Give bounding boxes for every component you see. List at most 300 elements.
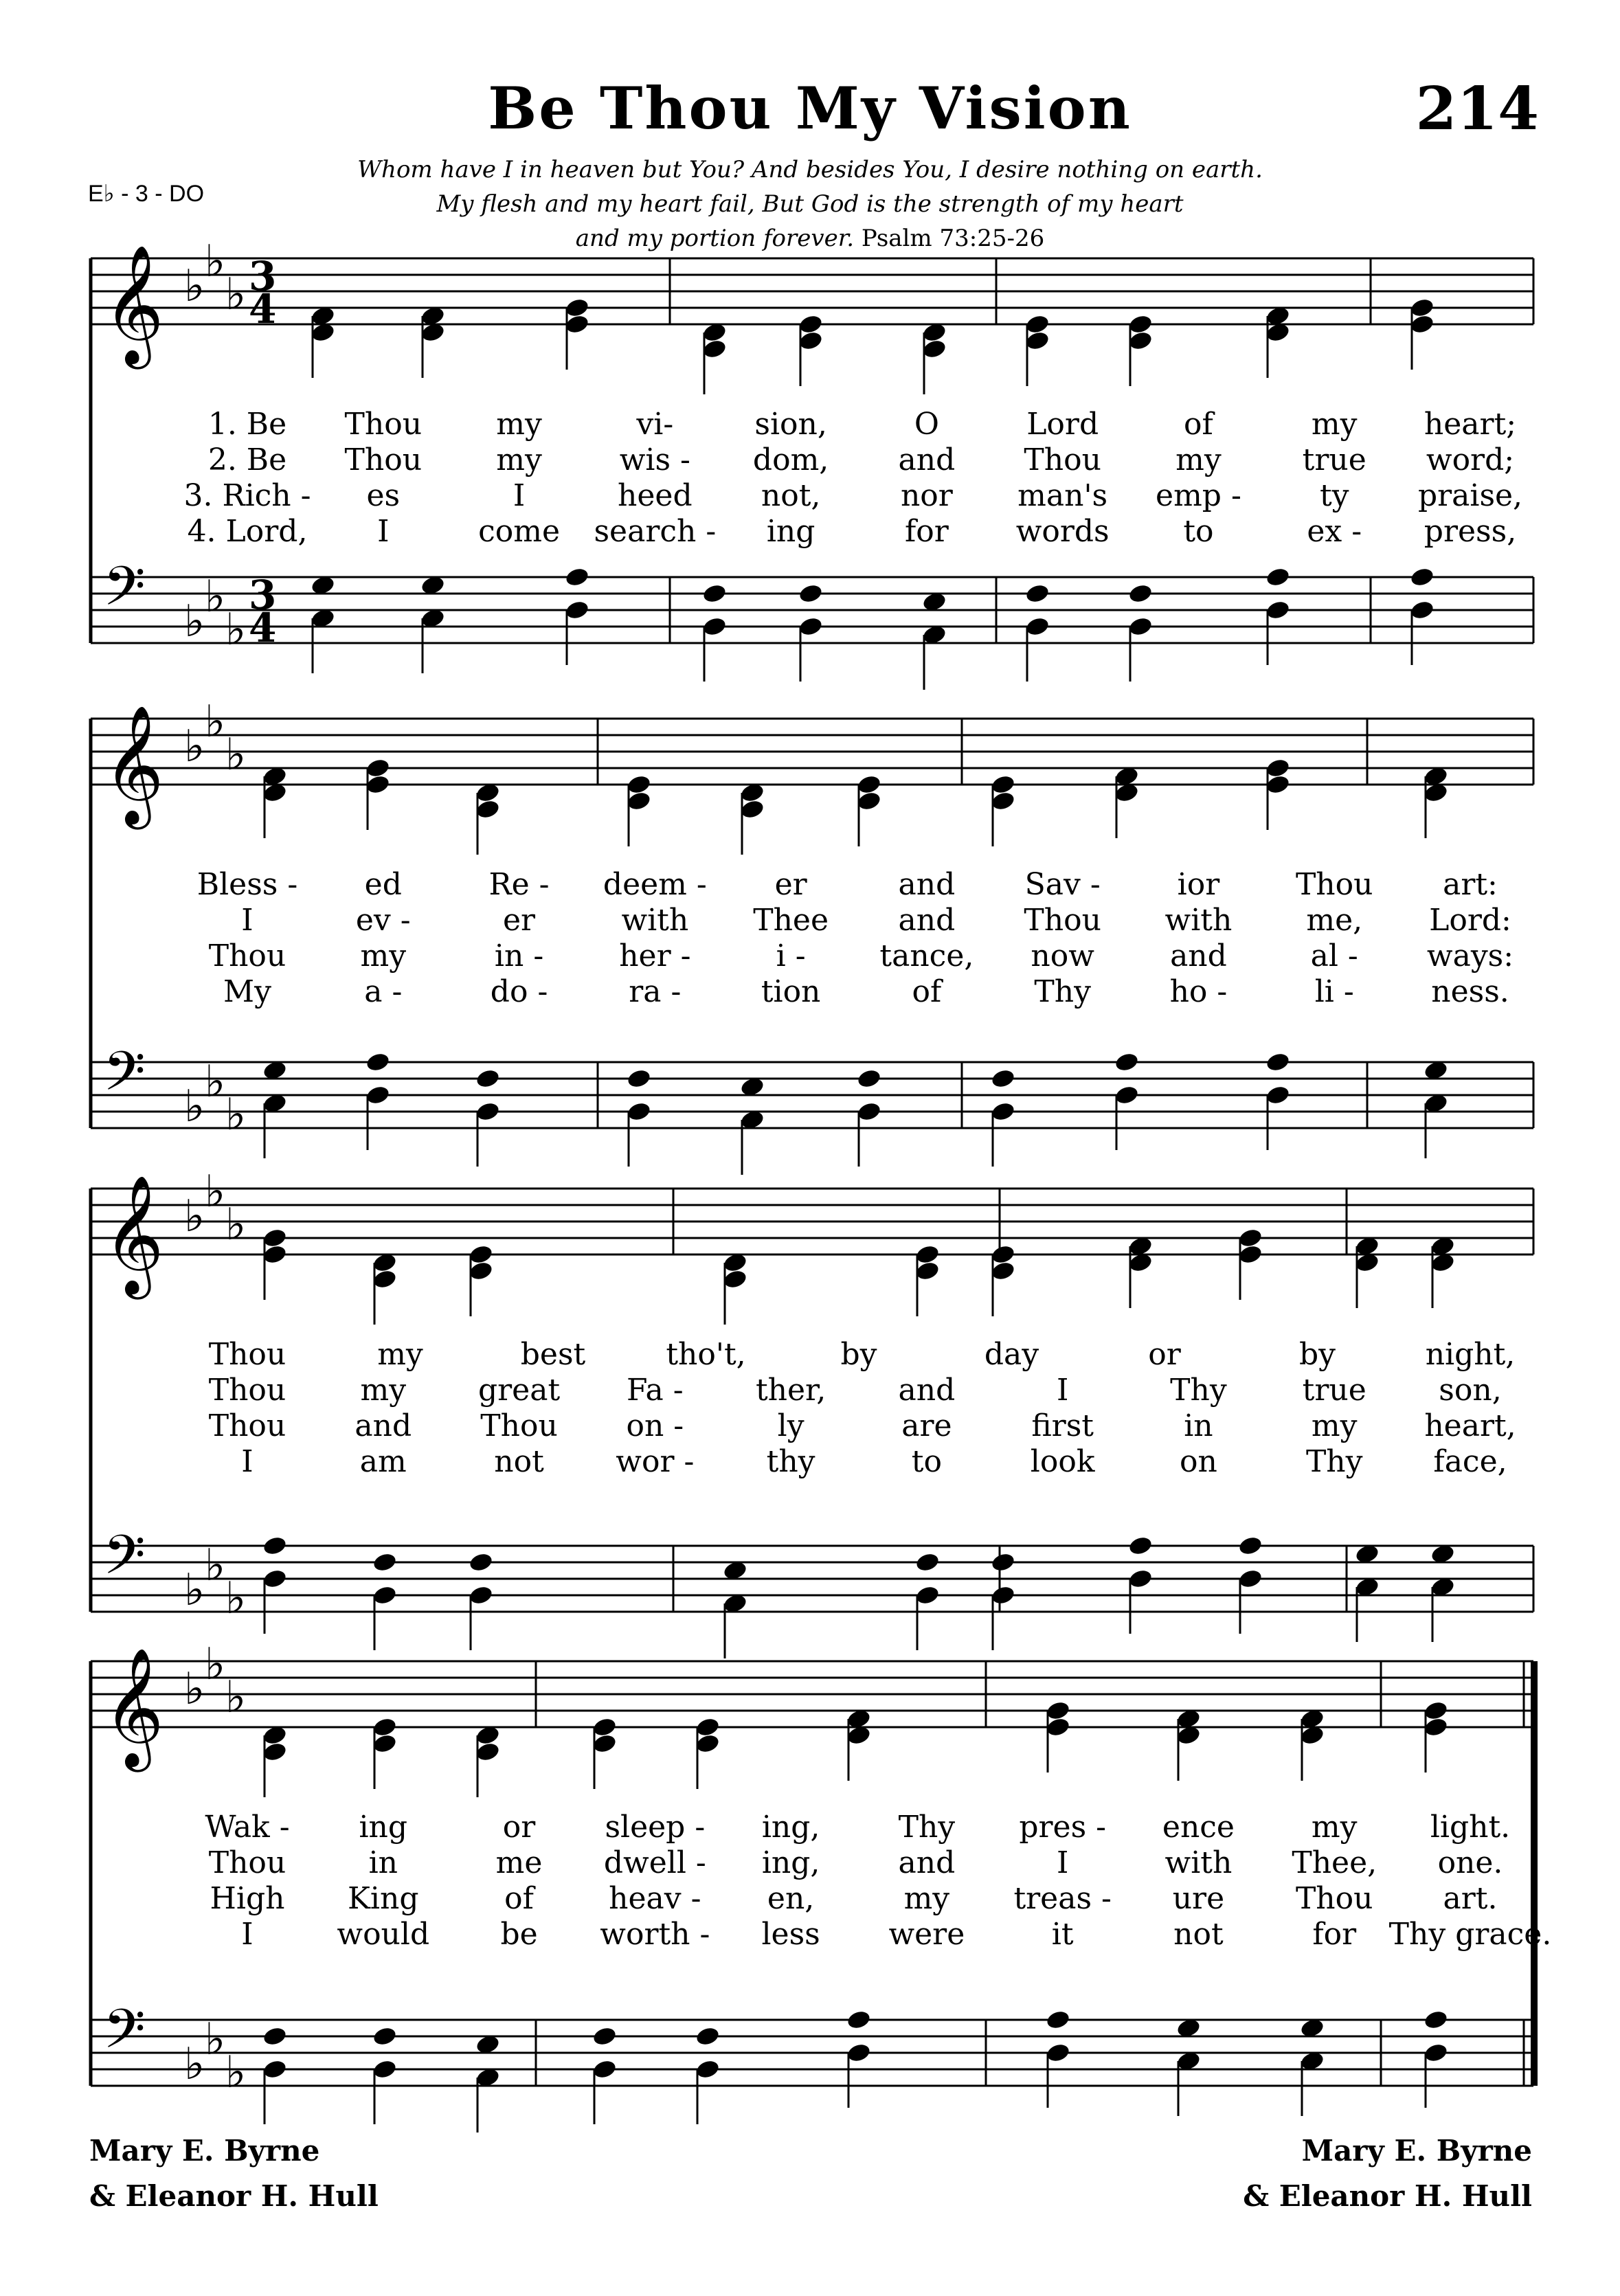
lyric-syllable: I	[1056, 1845, 1069, 1880]
note-head	[365, 774, 391, 796]
lyric-syllable: O	[914, 407, 939, 442]
note-head	[914, 1260, 941, 1282]
lyric-syllable: dom,	[752, 442, 829, 477]
note-head	[262, 1535, 288, 1557]
lyric-syllable: on	[1180, 1444, 1217, 1479]
lyric-syllable: word;	[1426, 442, 1515, 477]
key-flat-sign: ♭	[225, 2047, 247, 2098]
note-head	[1237, 1243, 1263, 1265]
key-flat-sign: ♭	[225, 1200, 247, 1250]
lyric-syllable: treas -	[1013, 1881, 1112, 1916]
bass-clef: 𝄢	[103, 554, 146, 631]
lyric-syllable: i -	[776, 938, 806, 973]
lyric-syllable: sion,	[754, 407, 827, 442]
lyric-syllable: be	[500, 1917, 538, 1952]
lyric-syllable: and	[1170, 938, 1227, 973]
lyric-syllable: er	[503, 903, 536, 938]
note-head	[1409, 297, 1435, 319]
note-head	[372, 1551, 398, 1573]
key-flat-sign: ♭	[205, 697, 226, 747]
lyric-syllable: wor -	[616, 1444, 695, 1479]
note-head	[564, 313, 590, 335]
key-flat-sign: ♭	[184, 1081, 205, 1132]
note-head	[468, 1243, 494, 1265]
lyric-syllable: my	[377, 1337, 423, 1372]
lyric-syllable: ev -	[355, 903, 411, 938]
hymn-title: Be Thou My Vision	[488, 74, 1132, 142]
lyric-syllable: en,	[767, 1881, 815, 1916]
note-head	[1127, 1568, 1154, 1590]
note-head	[626, 790, 652, 812]
note-head	[372, 1716, 398, 1738]
lyric-syllable: Lord	[1026, 407, 1099, 442]
note-head	[1265, 757, 1291, 779]
note-head	[695, 2025, 721, 2047]
lyric-syllable: High	[210, 1881, 285, 1916]
note-head	[1423, 1716, 1449, 1738]
treble-clef: 𝄞	[103, 705, 164, 824]
lyric-syllable: and	[898, 867, 956, 902]
note-head	[626, 1101, 652, 1123]
lyric-syllable: ing	[766, 514, 815, 549]
lyric-syllable: tion	[761, 974, 821, 1009]
note-head	[1127, 1535, 1154, 1557]
note-head	[798, 616, 824, 638]
lyric-syllable: King	[348, 1881, 419, 1916]
note-head	[372, 2025, 398, 2047]
note-head	[722, 1268, 748, 1290]
time-signature-bottom: 4	[249, 605, 277, 651]
key-flat-sign: ♭	[184, 1664, 205, 1715]
lyric-syllable: ed	[364, 867, 402, 902]
lyric-syllable: I	[377, 514, 390, 549]
note-head	[701, 616, 728, 638]
lyric-syllable: al -	[1310, 938, 1358, 973]
lyric-syllable: light.	[1430, 1810, 1511, 1845]
lyric-syllable: tance,	[879, 938, 974, 973]
lyric-syllable: best	[520, 1337, 586, 1372]
lyric-syllable: emp -	[1156, 478, 1241, 513]
lyric-syllable: ex -	[1307, 514, 1362, 549]
note-head	[365, 1084, 391, 1106]
lyric-syllable: my	[1311, 1408, 1358, 1443]
lyric-syllable: Thee,	[1292, 1845, 1377, 1880]
note-head	[1127, 313, 1154, 335]
lyric-syllable: come	[478, 514, 561, 549]
lyric-syllable: Thou	[208, 1845, 286, 1880]
key-flat-sign: ♭	[225, 1090, 247, 1140]
lyric-syllable: Thy	[898, 1810, 956, 1845]
key-flat-sign: ♭	[184, 1191, 205, 1242]
note-head	[739, 798, 765, 820]
bass-clef: 𝄢	[103, 1997, 146, 2074]
key-flat-sign: ♭	[205, 2014, 226, 2065]
note-head	[914, 1551, 941, 1573]
lyric-syllable: Thou	[208, 1373, 286, 1408]
lyric-syllable: my	[903, 1881, 950, 1916]
lyric-syllable: Thy	[1305, 1444, 1363, 1479]
note-head	[856, 774, 882, 796]
lyric-syllable: her -	[619, 938, 691, 973]
lyric-syllable: Thou	[344, 407, 423, 442]
key-flat-sign: ♭	[205, 572, 226, 622]
lyric-syllable: 3. Rich -	[183, 478, 311, 513]
time-signature-top: 3	[249, 253, 277, 300]
lyric-syllable: ior	[1177, 867, 1220, 902]
lyric-syllable: search -	[594, 514, 717, 549]
note-head	[1237, 1227, 1263, 1249]
lyric-syllable: es	[366, 478, 401, 513]
lyric-syllable: were	[888, 1917, 965, 1952]
note-head	[1127, 583, 1154, 605]
key-flat-sign: ♭	[225, 1672, 247, 1723]
lyric-syllable: ing	[359, 1810, 408, 1845]
lyric-syllable: and	[898, 903, 956, 938]
lyric-syllable: am	[359, 1444, 407, 1479]
lyric-syllable: Thou	[480, 1408, 558, 1443]
note-head	[262, 2058, 288, 2080]
lyric-syllable: not	[1173, 1917, 1224, 1952]
credit-left-line-2: & Eleanor H. Hull	[89, 2179, 379, 2213]
composer-credit-right	[1243, 2128, 1532, 2219]
lyric-syllable: Sav -	[1024, 867, 1101, 902]
key-flat-sign: ♭	[205, 1639, 226, 1690]
lyric-syllable: and	[898, 442, 956, 477]
lyric-syllable: in	[368, 1845, 398, 1880]
note-head	[372, 2058, 398, 2080]
note-head	[1265, 1051, 1291, 1073]
lyric-syllable: a -	[364, 974, 403, 1009]
lyric-syllable: man's	[1017, 478, 1108, 513]
lyric-syllable: by	[1298, 1337, 1336, 1372]
author-credit-left	[89, 2128, 379, 2219]
lyric-syllable: not	[494, 1444, 544, 1479]
key-flat-sign: ♭	[205, 1540, 226, 1591]
lyric-syllable: my	[496, 442, 542, 477]
lyric-syllable: for	[1312, 1917, 1357, 1952]
lyric-syllable: in -	[494, 938, 544, 973]
lyric-syllable: my	[360, 1373, 407, 1408]
note-head	[1045, 2009, 1071, 2031]
note-head	[990, 1551, 1016, 1573]
note-head	[1045, 2042, 1071, 2064]
note-head	[564, 297, 590, 319]
lyric-syllable: worth -	[600, 1917, 710, 1952]
lyric-syllable: it	[1051, 1917, 1074, 1952]
note-head	[372, 1733, 398, 1755]
lyric-syllable: My	[223, 974, 271, 1009]
note-head	[1265, 774, 1291, 796]
note-head	[1045, 1716, 1071, 1738]
lyric-syllable: Thou	[208, 1337, 286, 1372]
lyric-syllable: I	[1056, 1373, 1069, 1408]
hymn-number: 214	[1415, 74, 1539, 144]
note-head	[592, 1716, 618, 1738]
lyric-syllable: ness.	[1431, 974, 1509, 1009]
key-flat-sign: ♭	[184, 261, 205, 312]
note-head	[1045, 1700, 1071, 1722]
note-head	[468, 1551, 494, 1573]
note-head	[626, 774, 652, 796]
lyric-syllable: 4. Lord,	[187, 514, 308, 549]
lyric-syllable: true	[1302, 1373, 1366, 1408]
note-head	[1265, 1084, 1291, 1106]
lyric-syllable: ways:	[1426, 938, 1514, 973]
note-head	[914, 1243, 941, 1265]
note-head	[1127, 616, 1154, 638]
lyric-syllable: Thou	[208, 938, 286, 973]
note-head	[365, 757, 391, 779]
lyric-syllable: heed	[618, 478, 693, 513]
lyric-syllable: Bless -	[196, 867, 298, 902]
time-signature-top: 3	[249, 572, 277, 618]
lyric-syllable: Thou	[344, 442, 423, 477]
note-head	[1423, 2009, 1449, 2031]
lyric-syllable: er	[774, 867, 807, 902]
lyric-syllable: would	[337, 1917, 430, 1952]
note-head	[262, 1568, 288, 1590]
lyric-syllable: and	[355, 1408, 412, 1443]
note-head	[1237, 1535, 1263, 1557]
note-head	[592, 1733, 618, 1755]
lyric-syllable: tho't,	[666, 1337, 746, 1372]
lyric-syllable: my	[1175, 442, 1222, 477]
lyric-syllable: not,	[761, 478, 821, 513]
lyric-syllable: pres -	[1019, 1810, 1107, 1845]
lyric-syllable: on -	[626, 1408, 684, 1443]
note-head	[372, 1268, 398, 1290]
note-head	[592, 2058, 618, 2080]
note-head	[475, 1741, 501, 1763]
note-head	[468, 1260, 494, 1282]
lyric-syllable: ho -	[1169, 974, 1228, 1009]
lyric-syllable: my	[1311, 1810, 1358, 1845]
lyric-syllable: Re -	[488, 867, 550, 902]
lyric-syllable: great	[477, 1373, 561, 1408]
lyric-syllable: sleep -	[605, 1810, 706, 1845]
epigraph-line-2: My flesh and my heart fail, But God is the strength of my heart	[436, 190, 1184, 218]
epigraph-line-3-text: and my portion forever.	[575, 225, 855, 252]
key-flat-sign: ♭	[184, 2039, 205, 2090]
note-head	[990, 1068, 1016, 1090]
note-head	[856, 1068, 882, 1090]
lyric-syllable: words	[1015, 514, 1110, 549]
epigraph-line-1: Whom have I in heaven but You? And besides You, I desire nothing on earth.	[357, 156, 1263, 183]
lyric-syllable: day	[984, 1337, 1039, 1372]
lyric-syllable: 1. Be	[207, 407, 287, 442]
note-head	[990, 1243, 1016, 1265]
lyric-syllable: and	[898, 1845, 956, 1880]
lyric-syllable: heart,	[1424, 1408, 1516, 1443]
note-head	[990, 790, 1016, 812]
note-head	[1409, 599, 1435, 621]
lyric-syllable: thy	[766, 1444, 815, 1479]
lyric-syllable: or	[1148, 1337, 1181, 1372]
note-head	[1237, 1568, 1263, 1590]
lyric-syllable: now	[1031, 938, 1094, 973]
lyric-syllable: ing,	[761, 1845, 820, 1880]
key-flat-sign: ♭	[184, 1565, 205, 1616]
lyric-syllable: or	[502, 1810, 536, 1845]
lyric-syllable: ing,	[761, 1810, 820, 1845]
lyric-syllable: son,	[1439, 1373, 1502, 1408]
note-head	[701, 338, 728, 360]
note-head	[695, 1716, 721, 1738]
key-flat-sign: ♭	[225, 730, 247, 780]
lyric-syllable: Thy	[1034, 974, 1091, 1009]
lyric-syllable: my	[496, 407, 542, 442]
note-head	[695, 2058, 721, 2080]
lyric-syllable: deem -	[603, 867, 707, 902]
lyric-syllable: true	[1302, 442, 1366, 477]
lyric-syllable: night,	[1425, 1337, 1516, 1372]
lyric-syllable: me	[495, 1845, 543, 1880]
lyric-syllable: ra -	[629, 974, 682, 1009]
note-head	[262, 2025, 288, 2047]
note-head	[626, 1068, 652, 1090]
note-head	[1409, 313, 1435, 335]
lyric-syllable: first	[1031, 1408, 1094, 1443]
note-head	[1409, 566, 1435, 588]
lyric-syllable: Thou	[1295, 1881, 1373, 1916]
lyric-syllable: I	[241, 1444, 254, 1479]
lyric-syllable: Thy grace.	[1388, 1917, 1552, 1952]
note-head	[856, 1101, 882, 1123]
lyric-syllable: for	[904, 514, 949, 549]
note-head	[564, 566, 590, 588]
note-head	[262, 1741, 288, 1763]
lyric-syllable: Thy	[1170, 1373, 1227, 1408]
note-head	[372, 1584, 398, 1606]
key-flat-sign: ♭	[225, 269, 247, 320]
note-head	[475, 1068, 501, 1090]
lyric-syllable: art.	[1443, 1881, 1498, 1916]
note-head	[468, 1584, 494, 1606]
note-head	[1423, 2042, 1449, 2064]
note-head	[1024, 330, 1050, 352]
note-head	[475, 1101, 501, 1123]
note-head	[990, 1101, 1016, 1123]
lyric-syllable: and	[898, 1373, 956, 1408]
key-flat-sign: ♭	[184, 596, 205, 647]
lyric-syllable: nor	[900, 478, 953, 513]
lyric-syllable: in	[1184, 1408, 1213, 1443]
lyric-syllable: ty	[1319, 478, 1349, 513]
lyric-syllable: with	[621, 903, 689, 938]
lyric-syllable: of	[1184, 407, 1213, 442]
lyric-syllable: dwell -	[603, 1845, 706, 1880]
note-head	[701, 583, 728, 605]
treble-clef: 𝄞	[103, 1647, 164, 1767]
lyric-syllable: heav -	[609, 1881, 701, 1916]
note-head	[1265, 599, 1291, 621]
note-head	[990, 774, 1016, 796]
lyric-syllable: Thou	[1295, 867, 1373, 902]
treble-clef: 𝄞	[103, 1175, 164, 1294]
note-head	[564, 599, 590, 621]
lyric-syllable: heart;	[1424, 407, 1517, 442]
bass-clef: 𝄢	[103, 1039, 146, 1116]
lyric-syllable: do -	[490, 974, 548, 1009]
note-head	[846, 2042, 872, 2064]
lyric-syllable: Wak -	[205, 1810, 290, 1845]
note-head	[1423, 1700, 1449, 1722]
note-head	[262, 1227, 288, 1249]
lyric-syllable: I	[513, 478, 526, 513]
note-head	[914, 1584, 941, 1606]
lyric-syllable: Fa -	[627, 1373, 684, 1408]
lyric-syllable: are	[901, 1408, 952, 1443]
lyric-syllable: 2. Be	[207, 442, 287, 477]
lyric-syllable: art:	[1443, 867, 1498, 902]
lyric-syllable: one.	[1437, 1845, 1503, 1880]
key-flat-sign: ♭	[205, 1057, 226, 1107]
note-head	[1024, 616, 1050, 638]
note-head	[592, 2025, 618, 2047]
scripture-reference: Psalm 73:25-26	[861, 225, 1045, 252]
lyric-syllable: to	[1183, 514, 1214, 549]
note-head	[1127, 330, 1154, 352]
lyric-syllable: Thou	[1024, 442, 1101, 477]
lyric-syllable: to	[911, 1444, 942, 1479]
note-head	[921, 338, 947, 360]
lyric-syllable: Thou	[1024, 903, 1101, 938]
note-head	[1114, 1084, 1140, 1106]
lyric-syllable: ther,	[755, 1373, 826, 1408]
lyric-syllable: me,	[1306, 903, 1363, 938]
lyric-syllable: my	[1311, 407, 1358, 442]
note-head	[798, 313, 824, 335]
bass-clef: 𝄢	[103, 1523, 146, 1600]
lyric-syllable: press,	[1424, 514, 1517, 549]
note-head	[990, 1584, 1016, 1606]
note-head	[1114, 1051, 1140, 1073]
lyric-syllable: I	[241, 903, 254, 938]
key-flat-sign: ♭	[225, 1573, 247, 1624]
note-head	[365, 1051, 391, 1073]
key-flat-sign: ♭	[205, 236, 226, 287]
lyric-syllable: li -	[1314, 974, 1354, 1009]
lyric-syllable: ure	[1172, 1881, 1225, 1916]
final-barline-thick	[1531, 1661, 1538, 2086]
note-head	[1024, 313, 1050, 335]
lyric-syllable: of	[912, 974, 942, 1009]
note-head	[475, 798, 501, 820]
note-head	[1265, 566, 1291, 588]
credit-left-line-1: Mary E. Byrne	[89, 2134, 320, 2168]
lyric-syllable: less	[761, 1917, 820, 1952]
credit-right-line-1: Mary E. Byrne	[1301, 2134, 1532, 2168]
lyric-syllable: praise,	[1417, 478, 1523, 513]
credit-right-line-2: & Eleanor H. Hull	[1243, 2179, 1532, 2213]
note-head	[846, 2009, 872, 2031]
lyric-syllable: with	[1165, 903, 1233, 938]
lyric-syllable: I	[241, 1917, 254, 1952]
note-head	[856, 790, 882, 812]
lyric-syllable: look	[1030, 1444, 1095, 1479]
lyric-syllable: wis -	[619, 442, 690, 477]
lyric-syllable: face,	[1433, 1444, 1507, 1479]
treble-clef: 𝄞	[103, 245, 164, 364]
lyric-syllable: vi-	[636, 407, 674, 442]
lyric-syllable: Thee	[753, 903, 829, 938]
lyric-syllable: ly	[777, 1408, 805, 1443]
note-head	[990, 1260, 1016, 1282]
lyric-syllable: Lord:	[1429, 903, 1511, 938]
key-flat-sign: ♭	[205, 1167, 226, 1217]
key-signature-label: E♭ - 3 - DO	[88, 181, 205, 207]
note-head	[262, 1243, 288, 1265]
